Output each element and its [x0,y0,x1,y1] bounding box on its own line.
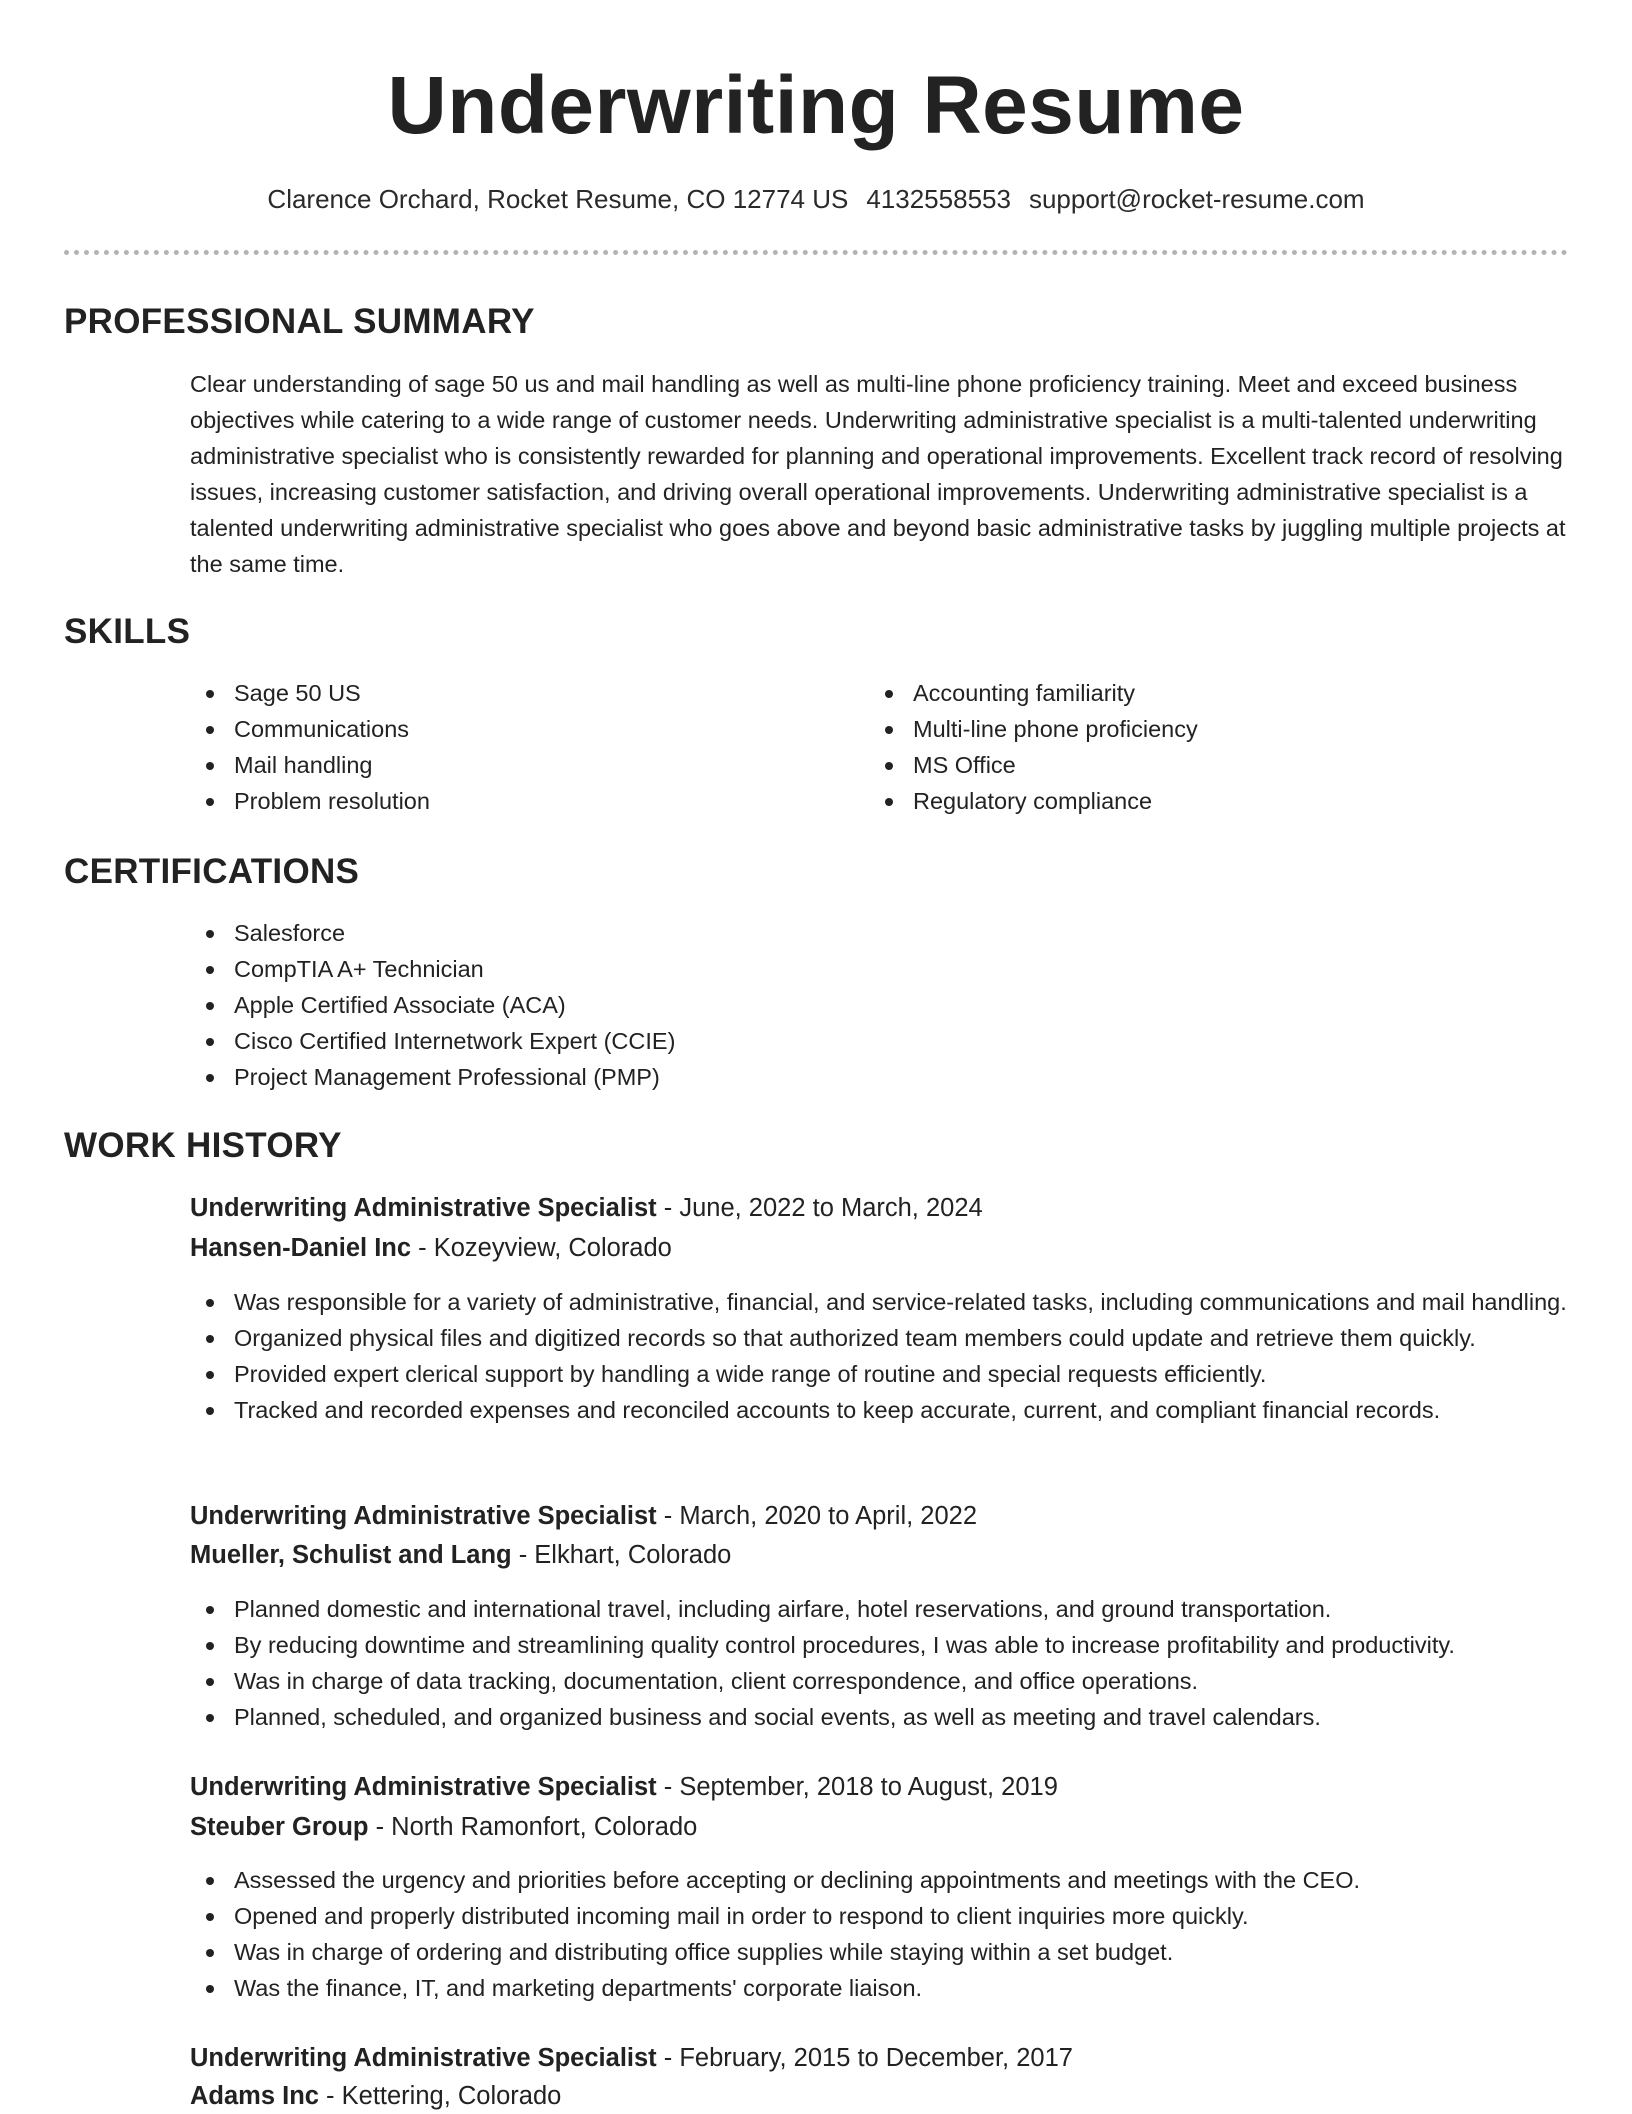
job-company-line [190,2078,561,2114]
contact-line [0,182,1632,216]
summary-heading: PROFESSIONAL SUMMARY [64,302,535,341]
job-dates: - June, 2022 to March, 2024 [656,1194,983,1222]
job-bullet: Tracked and recorded expenses and reconciled accounts to keep accurate, current, and compliant financial records. [190,1392,1568,1428]
job-bullets [190,1284,1568,1428]
contact-phone: 4132558553 [866,184,1011,214]
job-company-line [190,1230,672,1266]
job-location: - Elkhart, Colorado [511,1541,732,1569]
job-company: Steuber Group [190,1813,369,1841]
certification-item: Apple Certified Associate (ACA) [190,987,1568,1023]
page-title: Underwriting Resume [387,60,1245,151]
skill-item: MS Office [869,747,1549,783]
job-location: - Kozeyview, Colorado [411,1234,672,1262]
certifications-heading: CERTIFICATIONS [64,852,360,891]
job-bullet: Planned, scheduled, and organized business and social events, as well as meeting and travel calendars. [190,1699,1568,1735]
job-title-line [190,1190,983,1226]
certification-item: CompTIA A+ Technician [190,951,1568,987]
job-bullet: Provided expert clerical support by handling a wide range of routine and special requests efficiently. [190,1356,1568,1392]
job-title: Underwriting Administrative Specialist [190,1194,657,1222]
skill-item: Problem resolution [190,783,830,819]
certification-item: Salesforce [190,915,1568,951]
header-divider [64,250,1568,255]
job-title: Underwriting Administrative Specialist [190,1502,657,1530]
job-dates: - February, 2015 to December, 2017 [656,2044,1073,2072]
job-bullet: Organized physical files and digitized records so that authorized team members could update and retrieve them quickly. [190,1320,1568,1356]
job-bullet: Was the finance, IT, and marketing departments' corporate liaison. [190,1970,1568,2006]
job-bullet: Was in charge of ordering and distributing office supplies while staying within a set budget. [190,1934,1568,1970]
job-company-line [190,1537,731,1573]
job-title: Underwriting Administrative Specialist [190,1773,657,1801]
job-title-line [190,1498,977,1534]
certification-item: Cisco Certified Internetwork Expert (CCIE) [190,1023,1568,1059]
certification-item: Project Management Professional (PMP) [190,1059,1568,1095]
job-company: Adams Inc [190,2082,319,2110]
job-title-line [190,2040,1073,2076]
job-bullet: Opened and properly distributed incoming mail in order to respond to client inquiries more quickly. [190,1898,1568,1934]
skills-heading: SKILLS [64,612,191,651]
job-bullet: Was in charge of data tracking, documentation, client correspondence, and office operations. [190,1663,1568,1699]
job-bullet: By reducing downtime and streamlining quality control procedures, I was able to increase profitability and productivity. [190,1627,1568,1663]
contact-email[interactable]: support@rocket-resume.com [1028,184,1365,214]
job-dates: - March, 2020 to April, 2022 [656,1502,978,1530]
work-history-heading: WORK HISTORY [64,1126,342,1165]
job-company: Mueller, Schulist and Lang [190,1541,512,1569]
job-bullet: Planned domestic and international travel, including airfare, hotel reservations, and ground transportation. [190,1591,1568,1627]
job-location: - North Ramonfort, Colorado [368,1813,698,1841]
skill-item: Regulatory compliance [869,783,1549,819]
job-bullets [190,1862,1568,2006]
job-bullet: Was responsible for a variety of administrative, financial, and service-related tasks, including communications and mail handling. [190,1284,1568,1320]
skills-list-right [869,675,1549,819]
job-company: Hansen-Daniel Inc [190,1234,412,1262]
skill-item: Multi-line phone proficiency [869,711,1549,747]
skill-item: Accounting familiarity [869,675,1549,711]
job-bullets [190,1591,1568,1735]
job-location: - Kettering, Colorado [318,2082,562,2110]
job-bullet: Assessed the urgency and priorities before accepting or declining appointments and meetings with the CEO. [190,1862,1568,1898]
contact-address: Clarence Orchard, Rocket Resume, CO 12774 US [267,184,849,214]
job-title-line [190,1769,1058,1805]
job-title: Underwriting Administrative Specialist [190,2044,657,2072]
job-dates: - September, 2018 to August, 2019 [656,1773,1058,1801]
skill-item: Sage 50 US [190,675,830,711]
skill-item: Communications [190,711,830,747]
job-company-line [190,1809,697,1845]
summary-text: Clear understanding of sage 50 us and mail handling as well as multi-line phone proficiency training. Meet and exceed business objectives while catering to a wide range of customer needs. Underwriting administrative specialist is a multi-talented underwriting administrative specialist who is consistently rewarded for planning and operational improvements. Excellent track record of resolving issues, increasing customer satisfaction, and driving overall operational improvements. Underwriting administrative specialist is a talented underwriting administrative specialist who goes above and beyond basic administrative tasks by juggling multiple projects at the same time. [190,371,1566,577]
skills-list-left [190,675,830,819]
certifications-list [190,915,1568,1095]
skill-item: Mail handling [190,747,830,783]
